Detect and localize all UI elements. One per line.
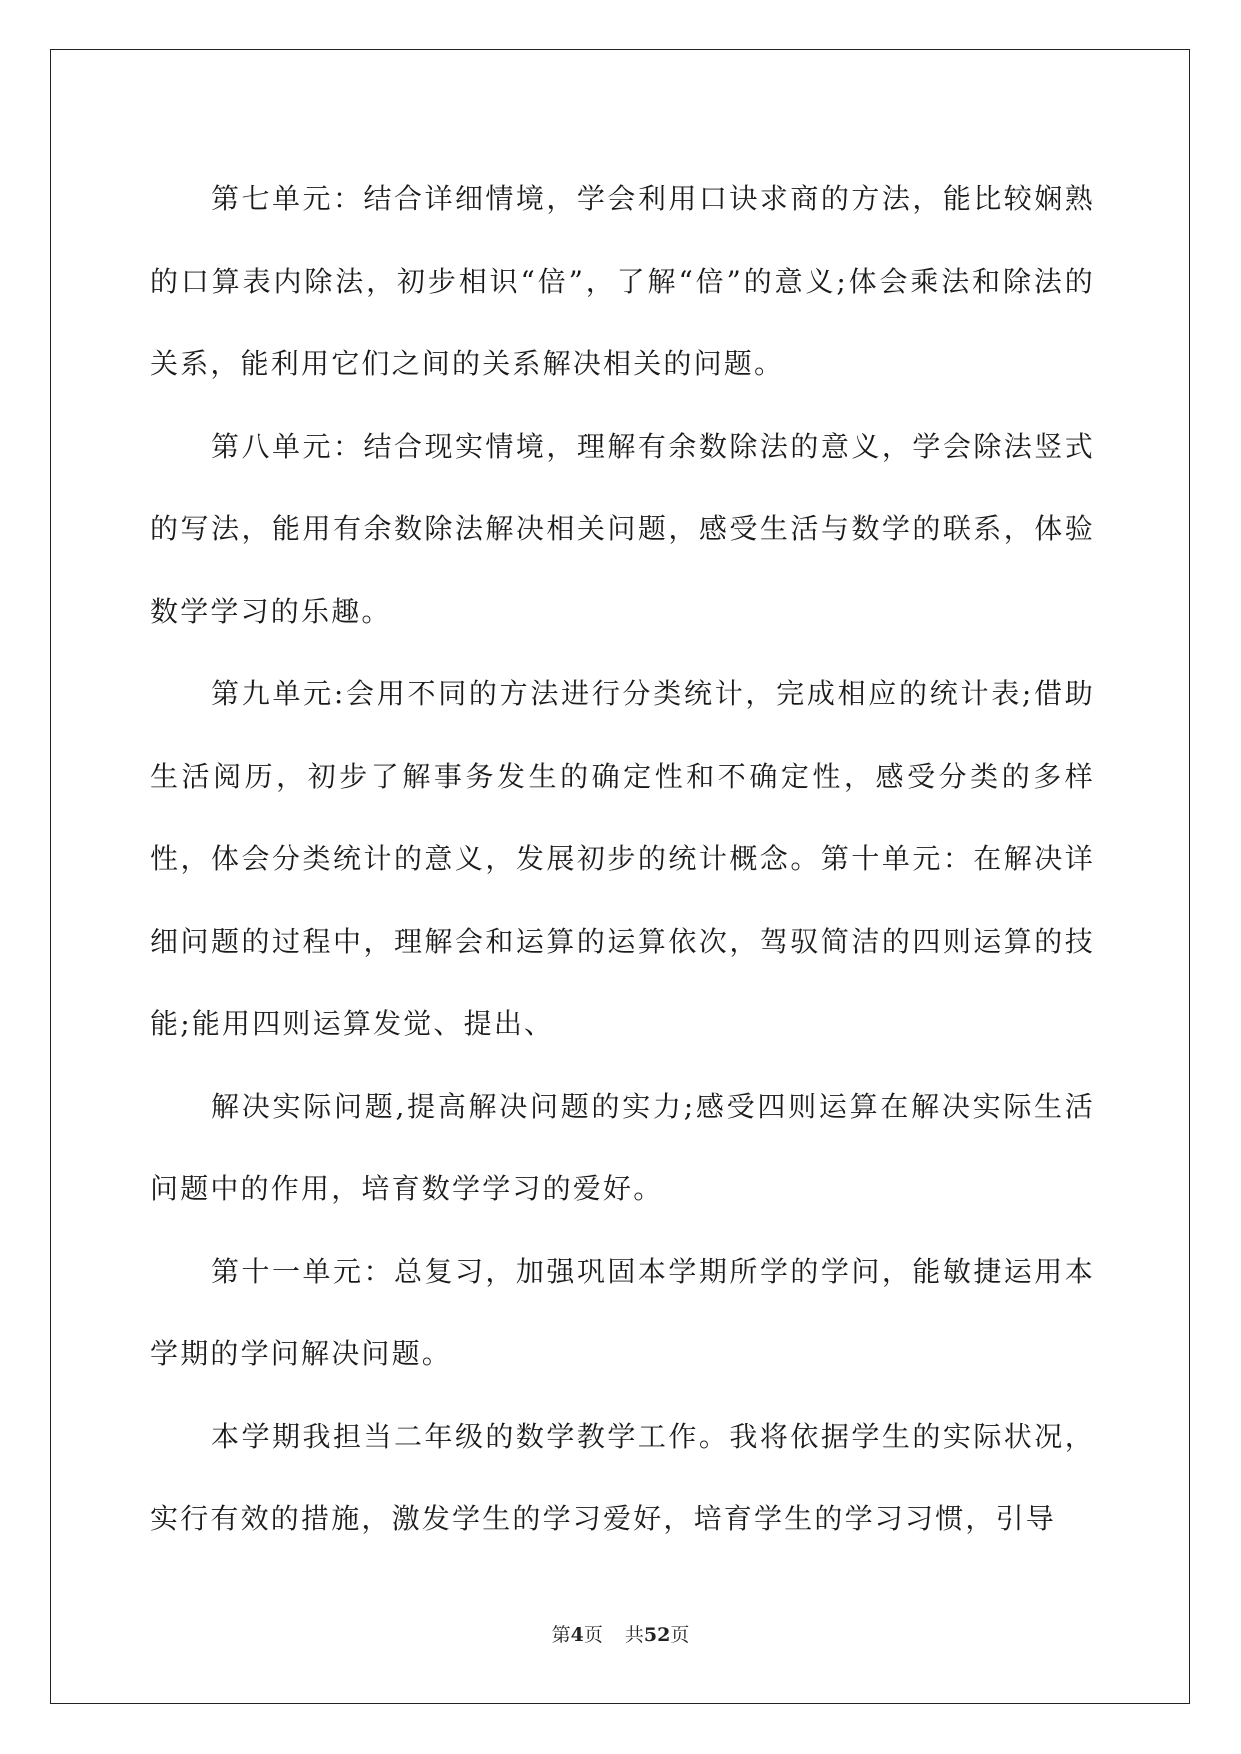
paragraph-unit-11: 第十一单元：总复习，加强巩固本学期所学的学问，能敏捷运用本学期的学问解决问题。 xyxy=(150,1254,1095,1370)
footer-page-suffix: 页 xyxy=(583,1624,603,1646)
paragraph-unit-10-continued: 解决实际问题,提高解决问题的实力;感受四则运算在解决实际生活问题中的作用，培育数学学习的爱好。 xyxy=(150,1089,1095,1205)
paragraph-teaching-plan: 本学期我担当二年级的数学教学工作。我将依据学生的实际状况，实行有效的措施，激发学生的学习爱好，培育学生的学习习惯，引导 xyxy=(150,1419,1095,1535)
page-footer xyxy=(0,1620,1241,1647)
paragraph-unit-9-10: 第九单元:会用不同的方法进行分类统计，完成相应的统计表;借助生活阅历，初步了解事务发生的确定性和不确定性，感受分类的多样性，体会分类统计的意义，发展初步的统计概念。第十单元：在解决详细问题的过程中，理解会和运算的运算依次，驾驭简洁的四则运算的技能;能用四则运算发觉、提出、 xyxy=(150,677,1095,1040)
paragraph-unit-7: 第七单元：结合详细情境，学会利用口诀求商的方法，能比较娴熟的口算表内除法，初步相识“倍”，了解“倍”的意义;体会乘法和除法的关系，能利用它们之间的关系解决相关的问题。 xyxy=(150,182,1095,380)
paragraph-unit-8: 第八单元：结合现实情境，理解有余数除法的意义，学会除法竖式的写法，能用有余数除法解决相关问题，感受生活与数学的联系，体验数学学习的乐趣。 xyxy=(150,429,1095,628)
footer-current-page: 4 xyxy=(570,1624,584,1646)
footer-total-pages: 52 xyxy=(643,1624,671,1646)
footer-page-prefix: 第 xyxy=(551,1624,571,1646)
document-body xyxy=(150,158,1095,1561)
footer-total-prefix: 共 xyxy=(624,1624,644,1646)
footer-total-suffix: 页 xyxy=(670,1624,690,1646)
